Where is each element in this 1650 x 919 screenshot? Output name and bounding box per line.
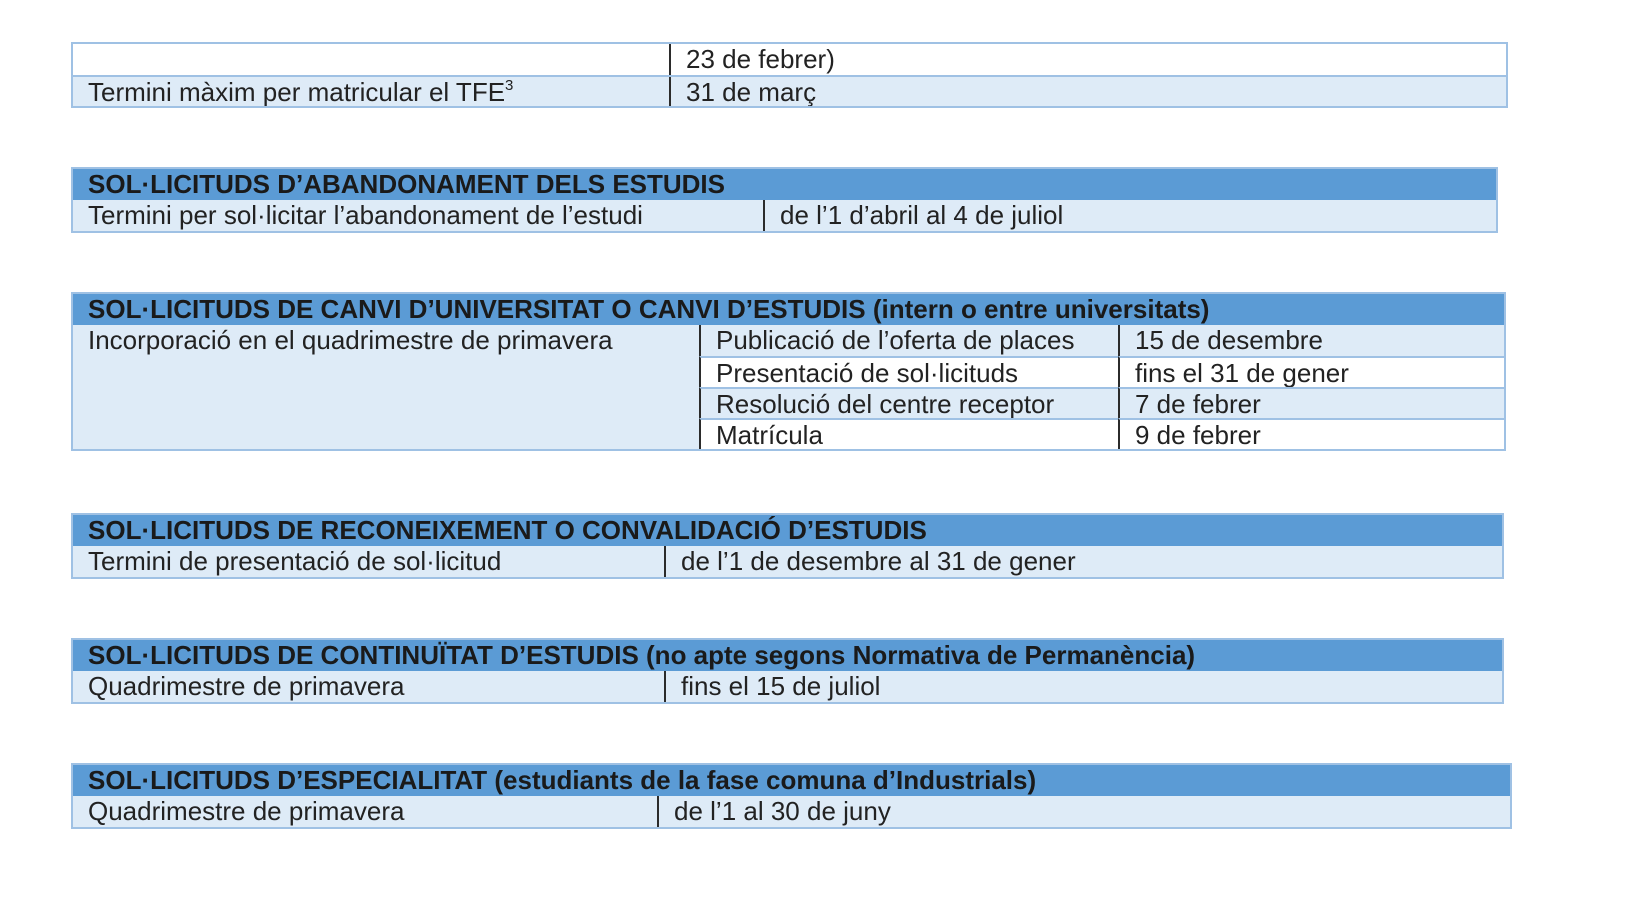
step-label: Resolució del centre receptor (699, 387, 1118, 418)
row-label (73, 44, 669, 75)
section-title: SOL·LICITUDS D’ABANDONAMENT DELS ESTUDIS (73, 169, 1496, 200)
step-date: 15 de desembre (1118, 325, 1504, 356)
reconeixement-table (71, 513, 1504, 579)
continuitat-table (71, 638, 1504, 704)
row-value: fins el 15 de juliol (664, 671, 880, 702)
row-label: Quadrimestre de primavera (88, 796, 405, 826)
row-value: 23 de febrer) (669, 44, 835, 75)
row-value: de l’1 al 30 de juny (657, 796, 891, 827)
matricula-table (71, 42, 1508, 108)
footnote-mark: 3 (505, 77, 514, 94)
step-label: Presentació de sol·licituds (699, 356, 1118, 387)
canvi-grid (73, 325, 1504, 449)
abandonament-table (71, 167, 1498, 233)
incorporacio-label: Incorporació en el quadrimestre de primavera (73, 325, 699, 449)
table-row (73, 546, 1502, 577)
table-row (73, 44, 1506, 75)
row-value: de l’1 d’abril al 4 de juliol (763, 200, 1063, 231)
step-label: Publicació de l’oferta de places (699, 325, 1118, 356)
table-row (73, 796, 1510, 827)
row-value: 31 de març (669, 77, 816, 106)
row-label: Termini de presentació de sol·licitud (88, 546, 502, 576)
row-label: Quadrimestre de primavera (88, 671, 405, 701)
row-value: de l’1 de desembre al 31 de gener (664, 546, 1076, 577)
especialitat-table (71, 763, 1512, 829)
section-title: SOL·LICITUDS D’ESPECIALITAT (estudiants de la fase comuna d’Industrials) (73, 765, 1510, 796)
canvi-table (71, 292, 1506, 451)
section-title: SOL·LICITUDS DE CANVI D’UNIVERSITAT O CANVI D’ESTUDIS (intern o entre universitats) (73, 294, 1504, 325)
table-row (73, 200, 1496, 231)
table-row (73, 671, 1502, 702)
table-row (73, 75, 1506, 106)
tfe-label: Termini màxim per matricular el TFE (88, 77, 506, 106)
step-date: fins el 31 de gener (1118, 356, 1504, 387)
step-date: 9 de febrer (1118, 418, 1504, 449)
row-label: Termini per sol·licitar l’abandonament de l’estudi (88, 200, 643, 230)
step-date: 7 de febrer (1118, 387, 1504, 418)
row-label (73, 77, 669, 106)
section-title: SOL·LICITUDS DE CONTINUÏTAT D’ESTUDIS (no apte segons Normativa de Permanència) (73, 640, 1502, 671)
step-label: Matrícula (699, 418, 1118, 449)
section-title: SOL·LICITUDS DE RECONEIXEMENT O CONVALIDACIÓ D’ESTUDIS (73, 515, 1502, 546)
